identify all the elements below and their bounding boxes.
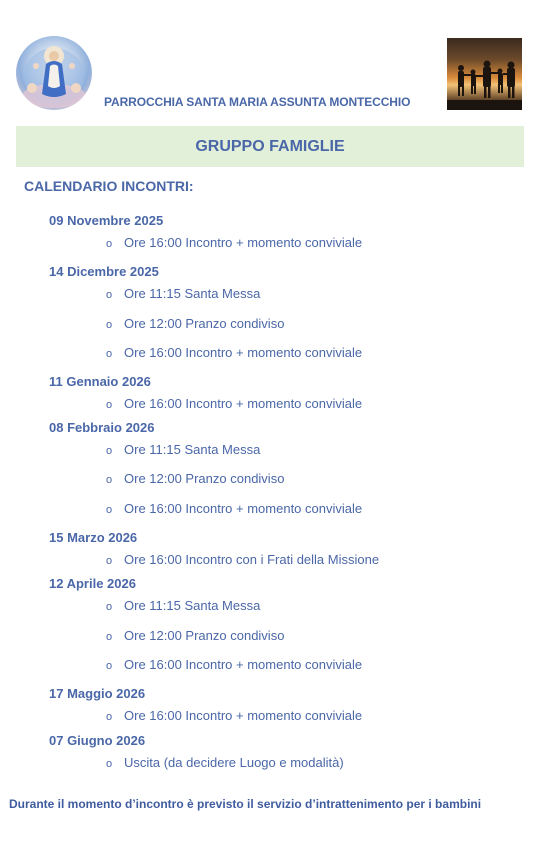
list-item xyxy=(106,396,362,411)
entry-date: 07 Giugno 2026 xyxy=(49,733,146,748)
item-text: Ore 16:00 Incontro con i Frati della Missione xyxy=(124,552,380,567)
item-text: Ore 11:15 Santa Messa xyxy=(124,286,261,301)
item-text: Ore 12:00 Pranzo condiviso xyxy=(124,471,285,486)
bullet-icon: o xyxy=(106,711,113,723)
bullet-icon: o xyxy=(106,504,113,516)
item-text: Ore 12:00 Pranzo condiviso xyxy=(124,316,285,331)
parish-name: PARROCCHIA SANTA MARIA ASSUNTA MONTECCHIO xyxy=(104,95,411,109)
item-text: Ore 16:00 Incontro + momento conviviale xyxy=(124,396,363,411)
entry-date: 17 Maggio 2026 xyxy=(49,686,146,701)
bullet-icon: o xyxy=(106,348,113,360)
entry-date: 09 Novembre 2025 xyxy=(49,213,164,228)
bullet-icon: o xyxy=(106,445,113,457)
bullet-icon: o xyxy=(106,758,113,770)
bullet-icon: o xyxy=(106,474,113,486)
list-item xyxy=(106,286,260,301)
entry-date: 14 Dicembre 2025 xyxy=(49,264,159,279)
item-text: Uscita (da decidere Luogo e modalità) xyxy=(124,755,344,770)
list-item xyxy=(106,657,362,672)
bullet-icon: o xyxy=(106,238,113,250)
list-item xyxy=(106,708,362,723)
list-item xyxy=(106,598,260,613)
item-text: Ore 16:00 Incontro + momento conviviale xyxy=(124,501,363,516)
bullet-icon: o xyxy=(106,289,113,301)
item-text: Ore 16:00 Incontro + momento conviviale xyxy=(124,345,363,360)
item-text: Ore 16:00 Incontro + momento conviviale xyxy=(124,657,363,672)
item-text: Ore 11:15 Santa Messa xyxy=(124,442,261,457)
entry-date: 12 Aprile 2026 xyxy=(49,576,136,591)
bullet-icon: o xyxy=(106,601,113,613)
list-item xyxy=(106,628,284,643)
bullet-icon: o xyxy=(106,631,113,643)
item-text: Ore 12:00 Pranzo condiviso xyxy=(124,628,285,643)
banner-title: GRUPPO FAMIGLIE xyxy=(195,137,345,155)
footer-note: Durante il momento d’incontro è previsto il servizio d’intrattenimento per i bambini xyxy=(9,797,482,811)
list-item xyxy=(106,316,284,331)
list-item xyxy=(106,345,362,360)
calendar-title: CALENDARIO INCONTRI: xyxy=(24,178,194,194)
list-item xyxy=(106,755,344,770)
item-text: Ore 16:00 Incontro + momento conviviale xyxy=(124,708,363,723)
item-text: Ore 11:15 Santa Messa xyxy=(124,598,261,613)
list-item xyxy=(106,235,362,250)
bullet-icon: o xyxy=(106,319,113,331)
item-text: Ore 16:00 Incontro + momento conviviale xyxy=(124,235,363,250)
list-item xyxy=(106,501,362,516)
bullet-icon: o xyxy=(106,555,113,567)
list-item xyxy=(106,442,260,457)
entry-date: 15 Marzo 2026 xyxy=(49,530,138,545)
entry-date: 11 Gennaio 2026 xyxy=(49,374,151,389)
list-item xyxy=(106,552,379,567)
list-item xyxy=(106,471,284,486)
entry-date: 08 Febbraio 2026 xyxy=(49,420,155,435)
bullet-icon: o xyxy=(106,399,113,411)
bullet-icon: o xyxy=(106,660,113,672)
